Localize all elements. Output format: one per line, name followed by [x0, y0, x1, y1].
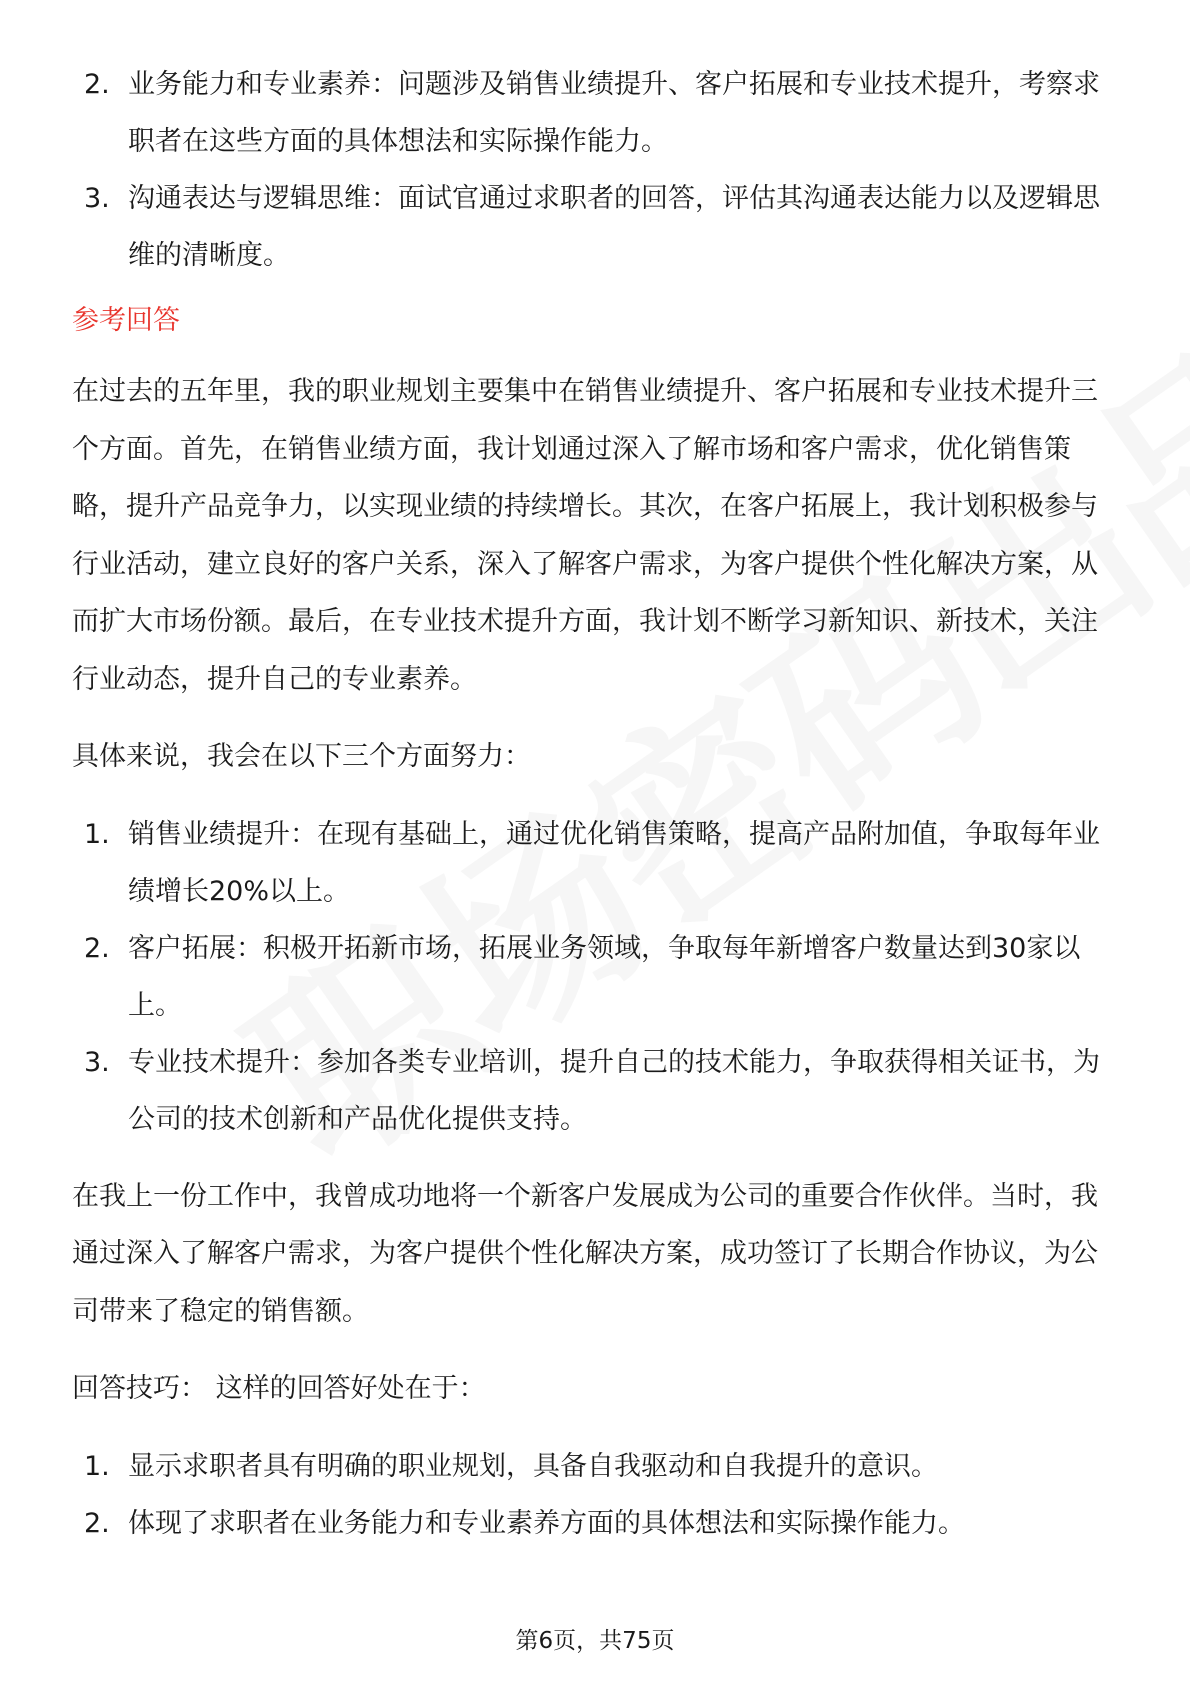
list-text: 业务能力和专业素养：问题涉及销售业绩提升、客户拓展和专业技术提升，考察求职者在这些方面的具体想法和实际操作能力。 [128, 69, 1100, 157]
section-heading: 参考回答 [72, 305, 180, 336]
page-number: 第6页，共75页 [515, 1628, 675, 1654]
list-number: 2. [84, 932, 110, 964]
intro-paragraph: 具体来说，我会在以下三个方面努力： [72, 741, 531, 772]
list-text: 显示求职者具有明确的职业规划，具备自我驱动和自我提升的意识。 [128, 1450, 938, 1482]
list-text: 体现了求职者在业务能力和专业素养方面的具体想法和实际操作能力。 [128, 1507, 965, 1539]
answer-paragraph: 在过去的五年里，我的职业规划主要集中在销售业绩提升、客户拓展和专业技术提升三个方面。首先，在销售业绩方面，我计划通过深入了解市场和客户需求，优化销售策略，提升产品竞争力，以实现业绩的持续增长。其次，在客户拓展上，我计划积极参与行业活动，建立良好的客户关系，深入了解客户需求，为客户提供个性化解决方案，从而扩大市场份额。最后，在专业技术提升方面，我计划不断学习新知识、新技术，关注行业动态，提升自己的专业素养。 [72, 376, 1098, 695]
list-number: 2. [84, 69, 110, 100]
list-text: 客户拓展：积极开拓新市场，拓展业务领域，争取每年新增客户数量达到30家以上。 [128, 932, 1081, 1021]
list-item [72, 1495, 1120, 1552]
list-number: 1. [84, 818, 110, 850]
top-list [72, 56, 1120, 284]
experience-paragraph: 在我上一份工作中，我曾成功地将一个新客户发展成为公司的重要合作伙伴。当时，我通过深入了解客户需求，为客户提供个性化解决方案，成功签订了长期合作协议，为公司带来了稳定的销售额。 [72, 1180, 1098, 1327]
list-number: 1. [84, 1450, 110, 1482]
list-text: 专业技术提升：参加各类专业培训，提升自己的技术能力，争取获得相关证书，为公司的技术创新和产品优化提供支持。 [128, 1046, 1100, 1135]
list-text: 销售业绩提升：在现有基础上，通过优化销售策略，提高产品附加值，争取每年业绩增长20%以上。 [128, 818, 1100, 907]
list-item [72, 170, 1120, 284]
list-item [72, 920, 1120, 1034]
list-number: 3. [84, 1046, 110, 1078]
list-number: 3. [84, 183, 110, 214]
list-item [72, 56, 1120, 170]
page-content [72, 56, 1120, 1552]
list-text: 沟通表达与逻辑思维：面试官通过求职者的回答，评估其沟通表达能力以及逻辑思维的清晰度。 [128, 183, 1100, 271]
tips-heading: 回答技巧： 这样的回答好处在于： [72, 1373, 486, 1404]
list-item [72, 806, 1120, 920]
tips-list [72, 1438, 1120, 1552]
list-item [72, 1034, 1120, 1148]
list-item [72, 1438, 1120, 1495]
plan-list [72, 806, 1120, 1148]
list-number: 2. [84, 1507, 110, 1539]
